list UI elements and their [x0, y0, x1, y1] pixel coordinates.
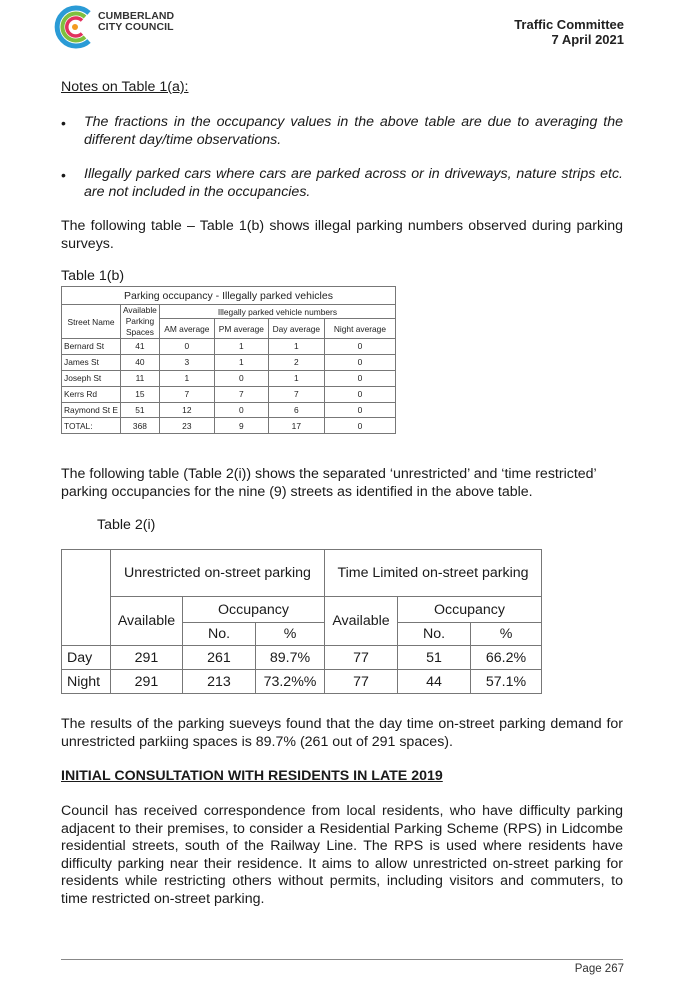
- cell-available: 15: [121, 386, 160, 402]
- cell-street: Kerrs Rd: [62, 386, 121, 402]
- group-unrestricted: Unrestricted on-street parking: [111, 550, 325, 597]
- group-time-limited: Time Limited on-street parking: [325, 550, 542, 597]
- cell-street: TOTAL:: [62, 418, 121, 434]
- cell-pm: 0: [214, 402, 268, 418]
- cell-day: 2: [268, 354, 324, 370]
- occupancy-table: [61, 549, 542, 694]
- col-street-name: Street Name: [62, 305, 121, 339]
- cell-street: Raymond St E: [62, 402, 121, 418]
- cell-t-available: 77: [325, 670, 398, 694]
- table-1b-label: Table 1(b): [61, 268, 125, 284]
- cell-pm: 7: [214, 386, 268, 402]
- cell-available: 40: [121, 354, 160, 370]
- council-logo-icon: [52, 4, 98, 50]
- results-paragraph: The results of the parking sueveys found that the day time on-street parking demand for unrestricted parkiing spaces is 89.7% (261 out of 291 spaces).: [61, 716, 623, 750]
- col-limited-available: Available: [325, 597, 398, 646]
- committee-name: Traffic Committee: [514, 17, 624, 32]
- col-day-average: Day average: [268, 319, 324, 339]
- cell-day: 1: [268, 339, 324, 355]
- logo-wordmark: CUMBERLAND CITY COUNCIL: [98, 10, 175, 33]
- col-pm-average: PM average: [214, 319, 268, 339]
- page-number: Page 267: [574, 963, 624, 975]
- cell-u-pct: 73.2%%: [256, 670, 325, 694]
- cell-am: 0: [159, 339, 214, 355]
- note-bullet-2: Illegally parked cars where cars are parked across or in driveways, nature strips etc. are not included in the occupancies.: [84, 166, 623, 200]
- cell-day: 6: [268, 402, 324, 418]
- col-limited-occupancy: Occupancy: [398, 597, 542, 623]
- notes-title: Notes on Table 1(a):: [61, 79, 189, 95]
- cell-day: 1: [268, 370, 324, 386]
- meeting-date: 7 April 2021: [551, 32, 624, 47]
- cell-available: 41: [121, 339, 160, 355]
- document-header: [514, 17, 624, 47]
- col-am-average: AM average: [159, 319, 214, 339]
- cell-night: 0: [324, 402, 395, 418]
- cell-am: 3: [159, 354, 214, 370]
- cell-available: 368: [121, 418, 160, 434]
- consultation-heading: INITIAL CONSULTATION WITH RESIDENTS IN LATE 2019: [61, 768, 443, 784]
- cell-u-available: 291: [111, 646, 183, 670]
- consultation-paragraph: Council has received correspondence from local residents, who have difficulty parking adjacent to their premises, to consider a Residential Parking Scheme (RPS) in Lidcombe residential streets, south of the Railway Line. The RPS is used where residents have difficulty parking near their residence. It aims to allow unrestricted on-street parking for residents while restricting others without permits, including visitors and commuters, to time restricted on-street parking.: [61, 803, 623, 907]
- cell-u-no: 213: [183, 670, 256, 694]
- table-row: [62, 646, 542, 670]
- table-row: [62, 402, 396, 418]
- cell-pm: 0: [214, 370, 268, 386]
- cell-available: 11: [121, 370, 160, 386]
- cell-night: 0: [324, 386, 395, 402]
- note-bullet-1: The fractions in the occupancy values in the above table are due to averaging the different day/time observations.: [84, 114, 623, 148]
- cell-pm: 1: [214, 339, 268, 355]
- table-row: [62, 386, 396, 402]
- bullet-dot-1: •: [61, 115, 66, 131]
- cell-day: 17: [268, 418, 324, 434]
- col-unrestricted-occupancy: Occupancy: [183, 597, 325, 623]
- col-available-spaces: Available Parking Spaces: [121, 305, 160, 339]
- cell-night: 0: [324, 354, 395, 370]
- table-row: [62, 670, 542, 694]
- cell-night: 0: [324, 370, 395, 386]
- cell-t-no: 44: [398, 670, 471, 694]
- cell-night: 0: [324, 339, 395, 355]
- col-unrestricted-no: No.: [183, 623, 256, 646]
- table-2i-label: Table 2(i): [97, 517, 156, 533]
- col-group-illegal: Illegally parked vehicle numbers: [159, 305, 395, 319]
- council-logo: [52, 4, 202, 52]
- table-row: [62, 370, 396, 386]
- table-caption: Parking occupancy - Illegally parked vehicles: [62, 287, 396, 305]
- cell-u-no: 261: [183, 646, 256, 670]
- cell-pm: 9: [214, 418, 268, 434]
- col-night-average: Night average: [324, 319, 395, 339]
- illegal-parking-table: [61, 286, 396, 434]
- empty-corner-cell: [62, 550, 111, 646]
- cell-street: Joseph St: [62, 370, 121, 386]
- bullet-dot-2: •: [61, 167, 66, 183]
- table-total-row: [62, 418, 396, 434]
- table-row: [62, 354, 396, 370]
- col-unrestricted-pct: %: [256, 623, 325, 646]
- cell-street: James St: [62, 354, 121, 370]
- cell-street: Bernard St: [62, 339, 121, 355]
- footer-divider: [61, 959, 623, 960]
- cell-night: 0: [324, 418, 395, 434]
- cell-t-pct: 57.1%: [471, 670, 542, 694]
- table-1b-intro: The following table – Table 1(b) shows illegal parking numbers observed during parking surveys.: [61, 218, 623, 252]
- cell-t-pct: 66.2%: [471, 646, 542, 670]
- table-2i-intro: The following table (Table 2(i)) shows the separated ‘unrestricted’ and ‘time restricted’ parking occupancies for the nine (9) streets as identified in the above table.: [61, 466, 597, 500]
- col-limited-no: No.: [398, 623, 471, 646]
- cell-u-pct: 89.7%: [256, 646, 325, 670]
- cell-am: 7: [159, 386, 214, 402]
- cell-period: Day: [62, 646, 111, 670]
- col-limited-pct: %: [471, 623, 542, 646]
- col-unrestricted-available: Available: [111, 597, 183, 646]
- cell-period: Night: [62, 670, 111, 694]
- table-row: [62, 339, 396, 355]
- cell-t-available: 77: [325, 646, 398, 670]
- cell-am: 12: [159, 402, 214, 418]
- cell-am: 1: [159, 370, 214, 386]
- cell-am: 23: [159, 418, 214, 434]
- cell-day: 7: [268, 386, 324, 402]
- cell-t-no: 51: [398, 646, 471, 670]
- cell-available: 51: [121, 402, 160, 418]
- cell-u-available: 291: [111, 670, 183, 694]
- cell-pm: 1: [214, 354, 268, 370]
